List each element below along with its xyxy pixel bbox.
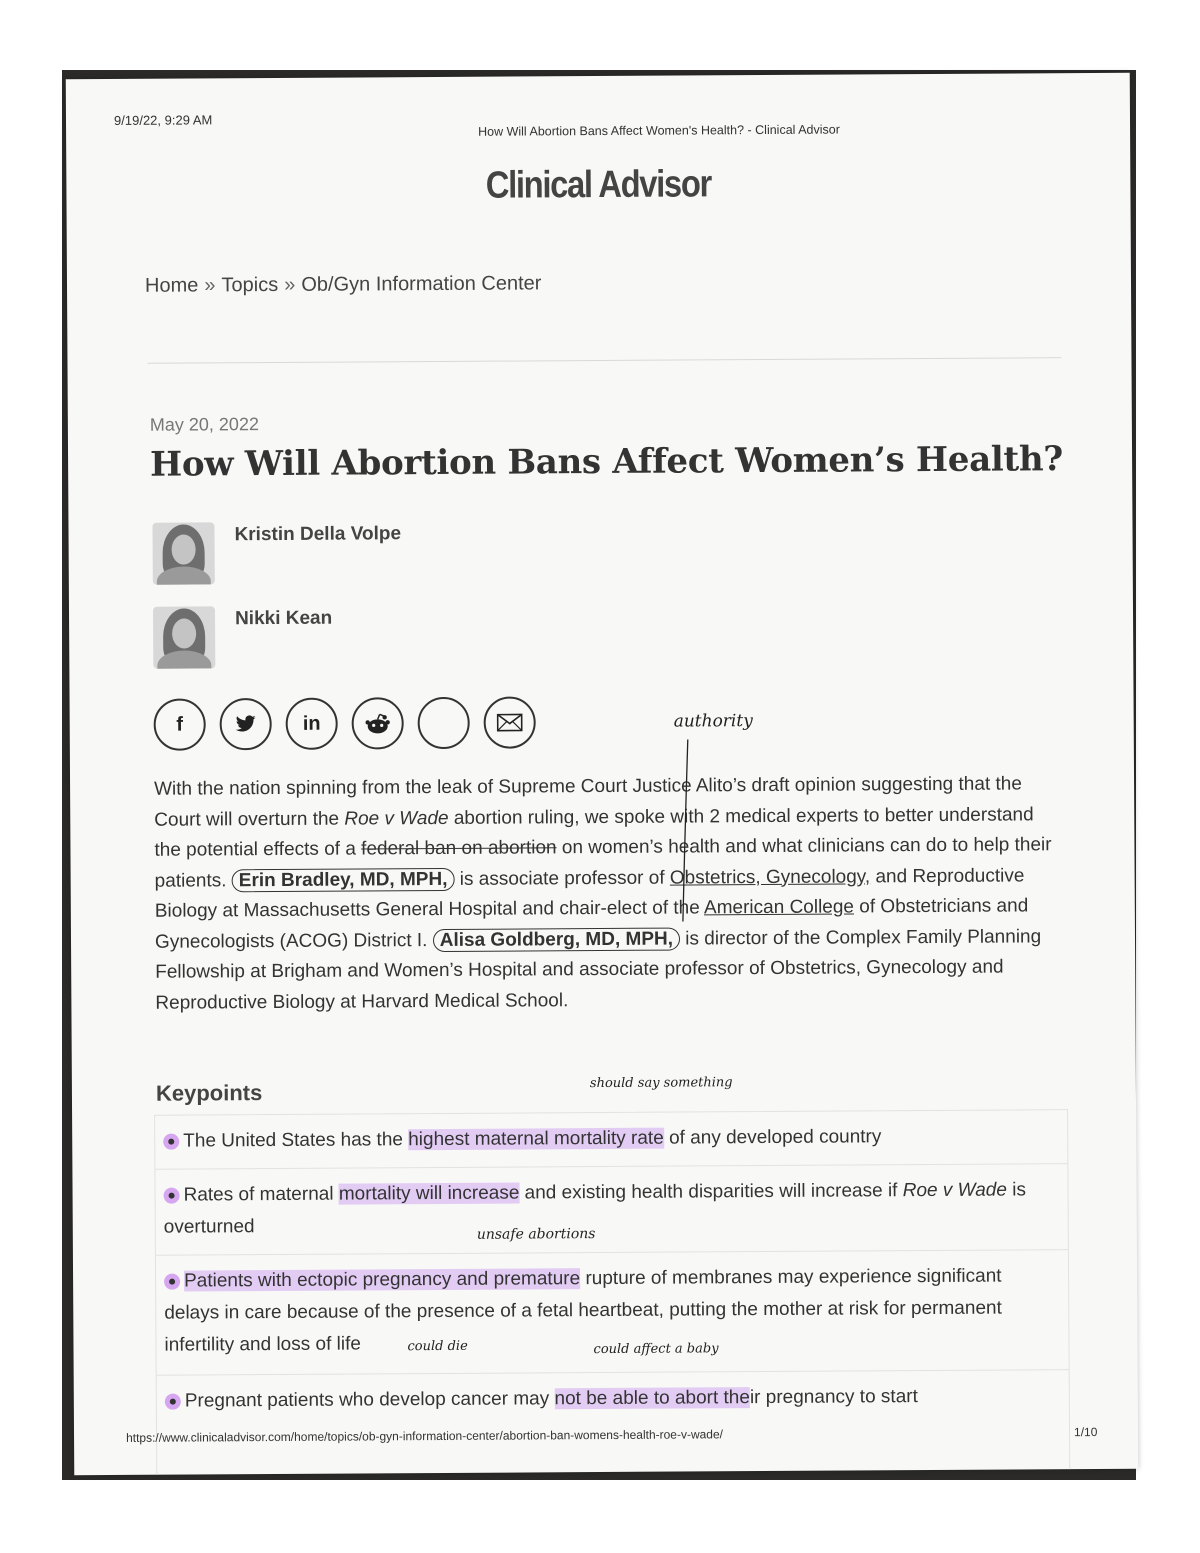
intro-text: Roe v Wade bbox=[344, 807, 449, 830]
bullet-icon bbox=[165, 1394, 181, 1410]
intro-text: and Reproductive Biology at Massachusetts General Hospital and chair-elect of the bbox=[154, 864, 1025, 922]
intro-text: is director of the Complex Family Planning Fellowship at Brigham and Women’s Hospital and associate professor of Obstetrics, Gynecology and Reproductive Biology at Harvard Medical School. bbox=[155, 925, 1042, 1014]
share-bar bbox=[154, 696, 536, 750]
author-name[interactable]: Kristin Della Volpe bbox=[234, 523, 402, 546]
linkedin-icon[interactable]: in bbox=[286, 698, 338, 750]
author-name[interactable]: Nikki Kean bbox=[234, 607, 333, 630]
site-logo[interactable]: Clinical Advisor bbox=[485, 163, 712, 207]
bullet-icon bbox=[163, 1134, 179, 1150]
bullet-icon bbox=[164, 1188, 180, 1204]
list-item: Rates of maternal mortality will increase and existing health disparities will increase if Roe v Wade is overturned bbox=[155, 1164, 1068, 1256]
print-url: https://www.clinicaladvisor.com/home/topics/ob-gyn-information-center/abortion-ban-womens-health-roe-v-wade/ bbox=[126, 1427, 724, 1445]
breadcrumb bbox=[145, 272, 542, 297]
intro-text: With the nation spinning from the leak of Supreme Court Justice Alito’s draft opinion suggesting that the Court will overturn the bbox=[154, 773, 1022, 831]
keypoints-list bbox=[154, 1109, 1070, 1475]
list-item: The United States has the highest maternal mortality rate of any developed country bbox=[155, 1110, 1067, 1170]
annotation-line bbox=[666, 735, 707, 925]
reddit-icon[interactable] bbox=[352, 697, 404, 749]
facebook-icon[interactable]: f bbox=[154, 698, 206, 750]
author-byline bbox=[153, 598, 553, 670]
handwritten-note: should say something bbox=[589, 1075, 733, 1092]
printed-page bbox=[66, 73, 1139, 1475]
avatar bbox=[152, 522, 214, 584]
expert-name: Erin Bradley, MD, MPH, bbox=[232, 867, 455, 891]
breadcrumb-separator: » bbox=[284, 273, 296, 296]
list-item: Patients with ectopic pregnancy and premature rupture of membranes may experience significant delays in care because of the presence of a fetal heartbeat, putting the mother at risk for permanent infertility and loss of life bbox=[156, 1250, 1069, 1376]
article-title: How Will Abortion Bans Affect Women’s Health? bbox=[149, 439, 1064, 485]
breadcrumb-separator: » bbox=[204, 274, 216, 297]
handwritten-note: could die bbox=[407, 1338, 468, 1355]
intro-text: abortion ruling, we spoke with 2 medical experts to better understand the potential effects of a bbox=[154, 803, 1034, 861]
intro-text: of Obstetricians and Gynecologists (ACOG) District I. bbox=[154, 895, 1029, 953]
handwritten-note: authority bbox=[673, 711, 753, 732]
handwritten-note: could affect a baby bbox=[593, 1341, 719, 1358]
avatar bbox=[153, 606, 215, 668]
twitter-icon[interactable] bbox=[220, 698, 272, 750]
bullet-icon bbox=[164, 1274, 180, 1290]
intro-text: Obstetrics, Gynecology, bbox=[669, 865, 871, 889]
breadcrumb-topics[interactable]: Topics bbox=[221, 273, 279, 297]
author-byline bbox=[152, 514, 552, 586]
keypoints-heading: Keypoints bbox=[155, 1080, 263, 1106]
page-number: 1/10 bbox=[1073, 1424, 1098, 1440]
handwritten-note: unsafe abortions bbox=[476, 1226, 596, 1243]
list-item: Pregnant patients who develop cancer may not be able to abort their pregnancy to start bbox=[157, 1370, 1070, 1475]
expert-name: Alisa Goldberg, MD, MPH, bbox=[433, 927, 680, 952]
print-page-title: How Will Abortion Bans Affect Women's Health? - Clinical Advisor bbox=[478, 122, 840, 139]
intro-text: federal ban on abortion bbox=[361, 837, 557, 860]
blank-icon[interactable] bbox=[418, 697, 470, 749]
intro-text: is associate professor of bbox=[454, 867, 670, 890]
intro-text: on women’s health and what clinicians can do to help their patients. bbox=[154, 834, 1052, 892]
breadcrumb-home[interactable]: Home bbox=[144, 274, 199, 297]
article-date: May 20, 2022 bbox=[149, 414, 259, 435]
email-icon[interactable] bbox=[484, 696, 536, 748]
breadcrumb-section[interactable]: Ob/Gyn Information Center bbox=[301, 272, 542, 296]
divider bbox=[147, 357, 1061, 364]
article-intro bbox=[154, 769, 1055, 1018]
print-timestamp: 9/19/22, 9:29 AM bbox=[113, 112, 213, 128]
intro-text: American College bbox=[703, 896, 855, 919]
